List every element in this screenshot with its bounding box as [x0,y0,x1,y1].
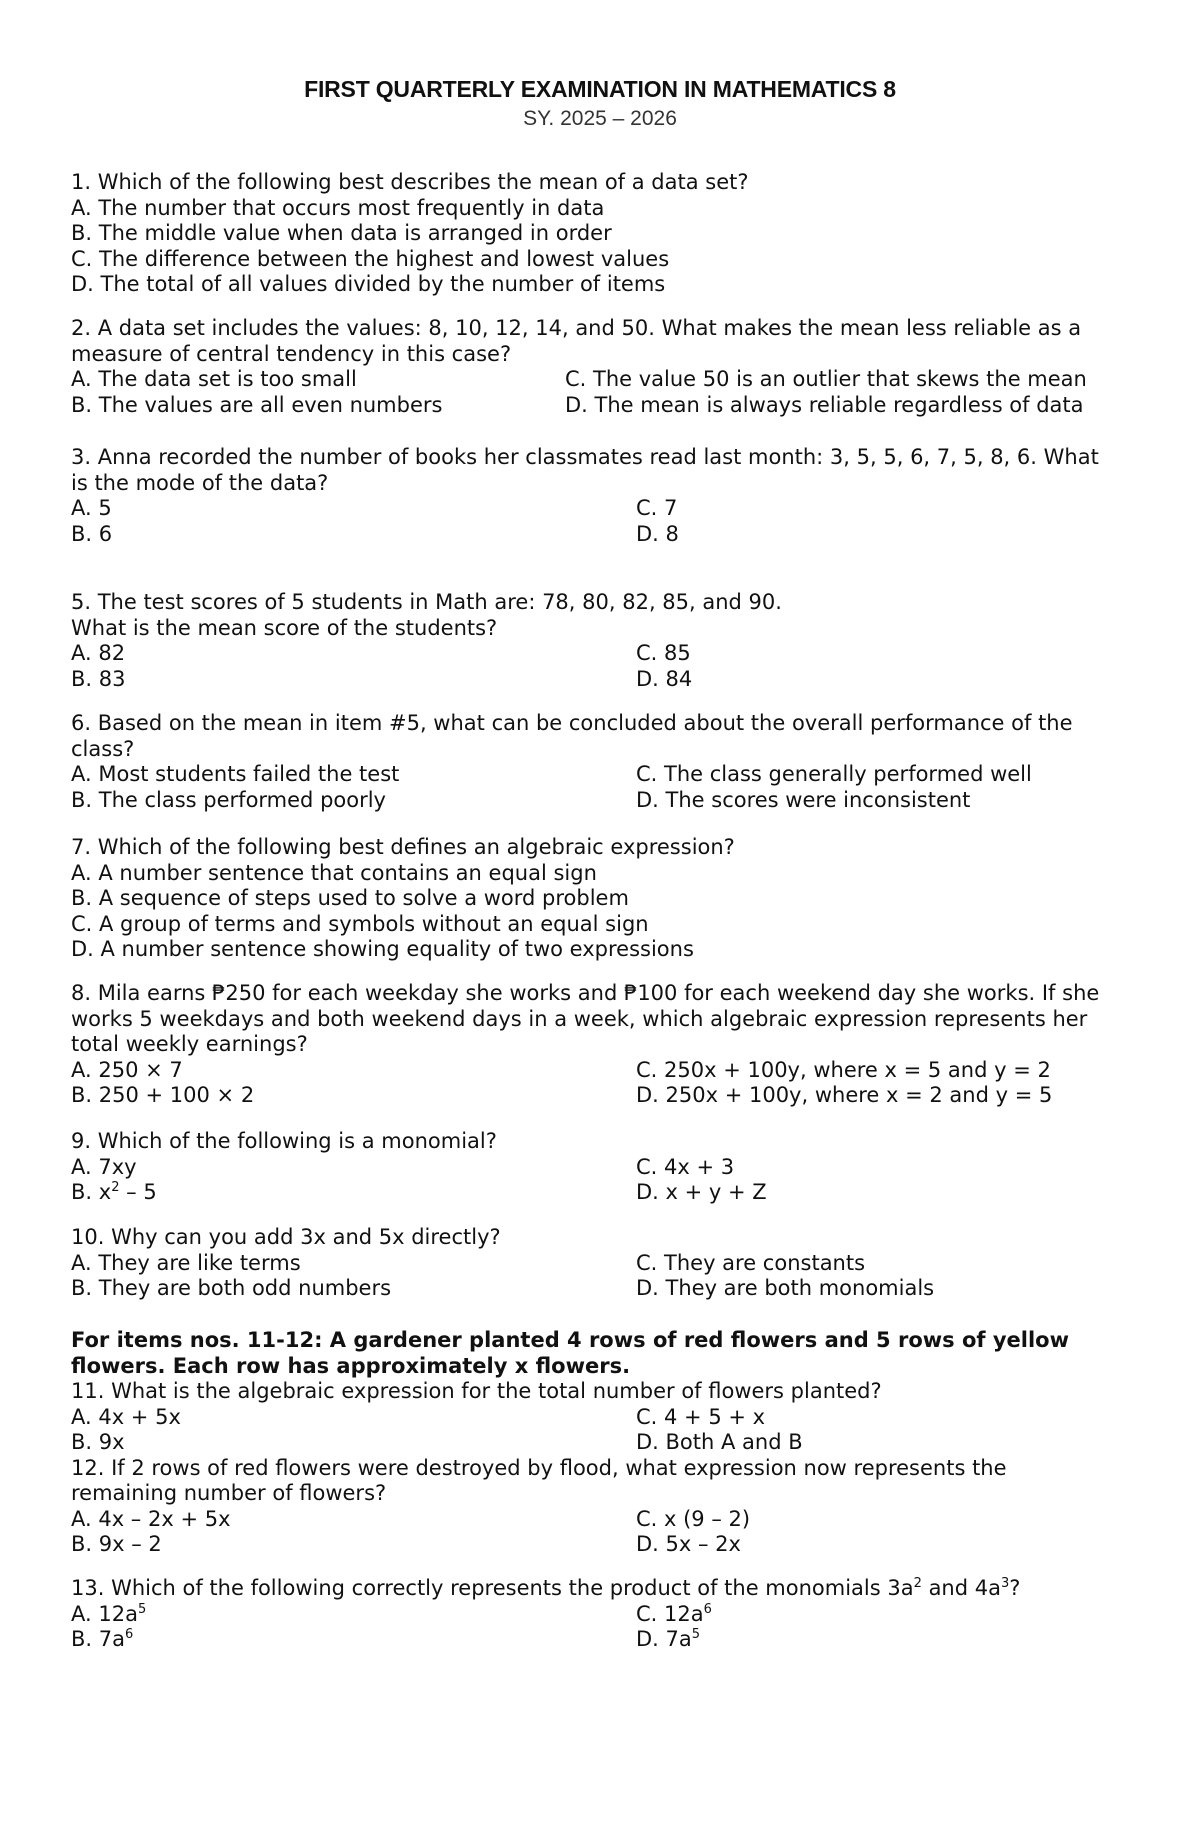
choice-c: C. The class generally performed well [636,762,1032,786]
stem-part: 13. Which of the following correctly represents the product of the monomials 3a [71,1576,914,1600]
choice-a [71,1602,636,1628]
exponent: 3 [1000,1576,1010,1591]
question-7 [71,835,1141,963]
choice-b: B. 83 [71,666,126,691]
question-stem-cont: works 5 weekdays and both weekend days in a week, which algebraic expression represents her [71,1006,1088,1031]
choice-b-rest: – 5 [119,1180,157,1204]
question-stem: 5. The test scores of 5 students in Math are: 78, 80, 82, 85, and 90. [71,590,782,614]
choice-row [71,1083,1141,1109]
choice-d [636,1627,700,1653]
question-9 [71,1129,1141,1206]
choice-d: D. The scores were inconsistent [636,787,971,812]
choice-c: C. They are constants [636,1250,866,1275]
question-stem: 2. A data set includes the values: 8, 10, 12, 14, and 50. What makes the mean less reliable as a [71,316,1082,340]
question-stem: 8. Mila earns ₱250 for each weekday she works and ₱100 for each weekend day she works. If she [71,981,1100,1005]
choice-d: D. They are both monomials [636,1276,935,1300]
choice-a: A. 4x + 5x [71,1404,181,1429]
choice-c [636,1602,712,1628]
question-3 [71,445,1141,547]
choice-c: C. The value 50 is an outlier that skews the mean [565,367,1087,391]
choice-row [71,667,1141,693]
question-2 [71,316,1141,418]
choice-b: B. 6 [71,521,113,546]
question-11-12 [71,1328,1141,1558]
choice-row [71,1180,1141,1206]
exponent: 5 [691,1627,701,1642]
question-stem-cont: class? [71,736,135,761]
question-stem-cont: What is the mean score of the students? [71,615,498,640]
choice-c: C. The difference between the highest and lowest values [71,246,670,271]
choice-row [71,367,1141,393]
choice-row [71,762,1141,788]
choice-d: D. Both A and B [636,1430,803,1454]
choice-d: D. The total of all values divided by the number of items [71,272,666,296]
choice-base: C. 12a [636,1601,704,1626]
choice-a: A. The data set is too small [71,367,357,391]
question-stem: 10. Why can you add 3x and 5x directly? [71,1225,501,1249]
stem-part: ? [1009,1576,1021,1600]
choice-b [71,1627,636,1653]
question-12-stem-cont: remaining number of flowers? [71,1481,387,1505]
choice-a: A. 4x – 2x + 5x [71,1506,231,1531]
choice-c: C. x (9 – 2) [636,1506,751,1531]
question-6 [71,711,1141,813]
exam-title: FIRST QUARTERLY EXAMINATION IN MATHEMATICS 8 [304,76,896,102]
choice-b: B. They are both odd numbers [71,1276,392,1300]
choice-d: D. The mean is always reliable regardless of data [565,392,1084,417]
choice-b: B. The middle value when data is arranged in order [71,221,612,245]
stem-part: and 4a [921,1576,1001,1600]
choice-base: D. 7a [636,1627,692,1651]
choice-row [71,1251,1141,1277]
choice-row [71,393,1141,419]
question-stem: 1. Which of the following best describes the mean of a data set? [71,170,749,194]
choice-row [71,1155,1141,1181]
choice-c: C. 85 [636,641,691,665]
choice-row [71,1405,1141,1431]
choice-a: A. The number that occurs most frequently in data [71,195,605,220]
question-stem-cont: is the mode of the data? [71,470,329,495]
choice-row [71,641,1141,667]
question-1 [71,170,1141,298]
exponent: 6 [703,1601,712,1617]
choice-base: A. 12a [71,1601,138,1626]
school-year: SY. 2025 – 2026 [523,107,677,130]
choice-a: A. Most students failed the test [71,762,400,786]
question-stem-cont: total weekly earnings? [71,1032,308,1056]
choice-b: B. The class performed poorly [71,787,386,812]
question-stem: 6. Based on the mean in item #5, what can be concluded about the overall performance of the [71,711,1073,735]
group-instruction-cont: flowers. Each row has approximately x flowers. [71,1353,631,1378]
choice-b: B. 9x – 2 [71,1532,162,1556]
choice-row [71,788,1141,814]
choice-row [71,1627,1141,1653]
choice-row [71,1507,1141,1533]
choice-d: D. A number sentence showing equality of two expressions [71,937,694,961]
choice-row [71,1276,1141,1302]
choice-a: A. 250 × 7 [71,1057,183,1082]
choice-b-base: B. x [71,1180,112,1204]
choice-b: B. The values are all even numbers [71,392,443,417]
choice-c: C. A group of terms and symbols without an equal sign [71,911,649,936]
question-stem-cont: measure of central tendency in this case? [71,341,512,366]
choice-a: A. A number sentence that contains an equal sign [71,860,597,885]
question-stem [71,1576,1141,1602]
choice-row [71,1532,1141,1558]
choice-d: D. 250x + 100y, where x = 2 and y = 5 [636,1083,1053,1107]
choice-c: C. 250x + 100y, where x = 5 and y = 2 [636,1057,1051,1082]
question-10 [71,1225,1141,1302]
choice-row [71,522,1141,548]
question-stem: 9. Which of the following is a monomial? [71,1129,497,1153]
choice-d: D. 8 [636,521,679,546]
choice-a: A. They are like terms [71,1250,301,1275]
choice-d: D. 84 [636,666,693,691]
choice-c: C. 7 [636,496,678,520]
question-stem: 3. Anna recorded the number of books her classmates read last month: 3, 5, 5, 6, 7, 5, 8, 6. What [71,445,1099,469]
exponent: 2 [913,1576,922,1591]
group-instruction: For items nos. 11-12: A gardener planted 4 rows of red flowers and 5 rows of yellow [71,1328,1069,1352]
question-12-stem: 12. If 2 rows of red flowers were destroyed by flood, what expression now represents the [71,1455,1007,1480]
choice-row [71,1430,1141,1456]
choice-row [71,496,1141,522]
choice-d: D. 5x – 2x [636,1532,741,1556]
choice-b: B. 250 + 100 × 2 [71,1083,255,1107]
question-8 [71,981,1141,1109]
choice-row [71,1602,1141,1628]
choice-d: D. x + y + Z [636,1180,767,1204]
choice-row [71,1058,1141,1084]
choice-base: B. 7a [71,1627,125,1651]
question-13 [71,1576,1141,1653]
exam-header [0,74,1200,134]
question-stem: 7. Which of the following best defines an algebraic expression? [71,835,735,859]
choice-b [71,1180,636,1206]
exponent: 2 [111,1180,120,1195]
exponent: 5 [137,1601,147,1617]
choice-b: B. 9x [71,1430,125,1454]
choice-a: A. 5 [71,496,112,520]
choice-c: C. 4x + 3 [636,1154,735,1179]
question-11-stem: 11. What is the algebraic expression for the total number of flowers planted? [71,1379,882,1403]
question-5 [71,590,1141,692]
choice-a: A. 7xy [71,1154,137,1179]
choice-b: B. A sequence of steps used to solve a word problem [71,886,629,910]
exponent: 6 [125,1627,134,1642]
choice-c: C. 4 + 5 + x [636,1404,766,1429]
choice-a: A. 82 [71,641,126,665]
